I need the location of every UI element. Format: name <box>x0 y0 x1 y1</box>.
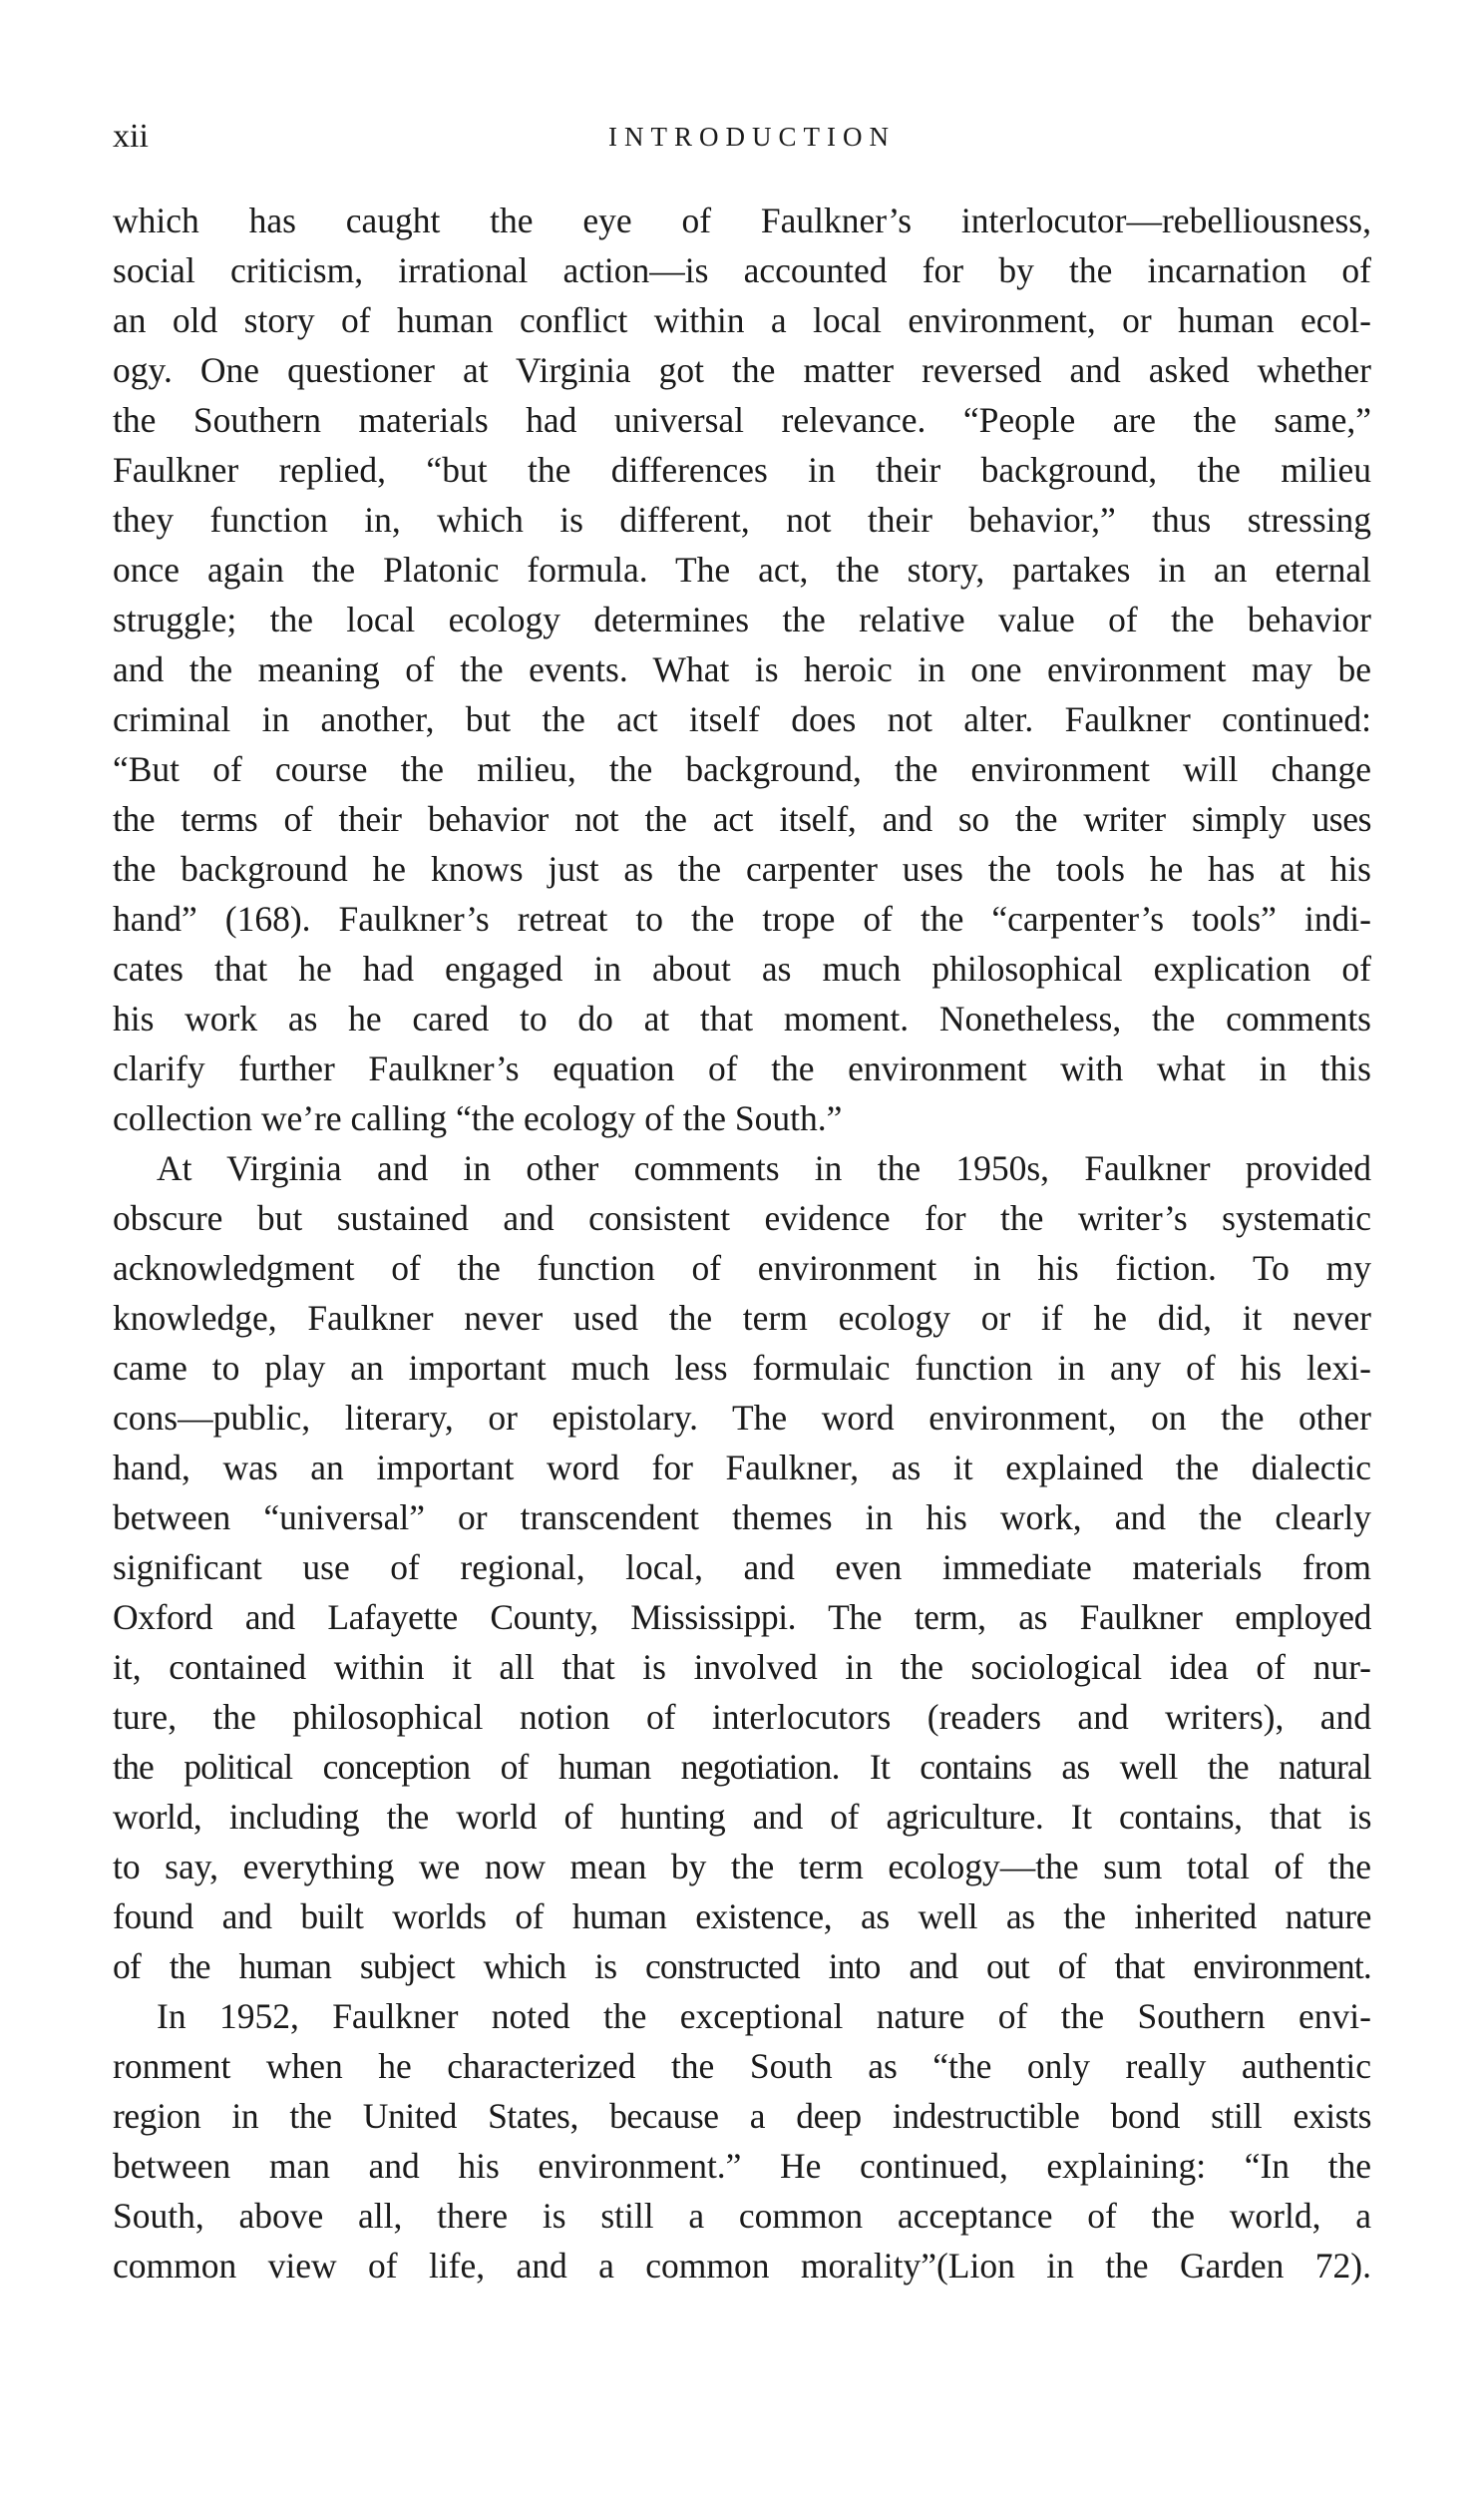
text-line: between “universal” or transcendent themes in his work, and the clearly <box>113 1497 1371 1537</box>
text-line: once again the Platonic formula. The act, the story, partakes in an eternal <box>113 550 1371 590</box>
text-line: ronment when he characterized the South as “the only really authentic <box>113 2046 1371 2086</box>
text-line: region in the United States, because a deep indestructible bond still exists <box>113 2096 1371 2136</box>
text-line: hand” (168). Faulkner’s retreat to the trope of the “carpenter’s tools” indi- <box>113 899 1371 939</box>
text-line: his work as he cared to do at that moment. Nonetheless, the comments <box>113 999 1371 1039</box>
text-line: Oxford and Lafayette County, Mississippi. The term, as Faulkner employed <box>113 1597 1371 1637</box>
text-line: significant use of regional, local, and even immediate materials from <box>113 1547 1371 1587</box>
text-line: which has caught the eye of Faulkner’s interlocutor—rebelliousness, <box>113 201 1371 240</box>
text-line: South, above all, there is still a common acceptance of the world, a <box>113 2196 1371 2236</box>
text-line: social criticism, irrational action—is accounted for by the incarnation of <box>113 250 1371 290</box>
text-line: ogy. One questioner at Virginia got the matter reversed and asked whether <box>113 350 1371 390</box>
text-line: to say, everything we now mean by the term ecology—the sum total of the <box>113 1847 1371 1886</box>
text-line: and the meaning of the events. What is heroic in one environment may be <box>113 649 1371 689</box>
text-line: the political conception of human negotiation. It contains as well the natural <box>113 1747 1371 1787</box>
text-line: collection we’re calling “the ecology of the South.” <box>113 1098 843 1138</box>
text-line: it, contained within it all that is involved in the sociological idea of nur- <box>113 1647 1371 1687</box>
text-line: the background he knows just as the carpenter uses the tools he has at his <box>113 849 1371 889</box>
paragraph-first-line: At Virginia and in other comments in the 1950s, Faulkner provided <box>157 1148 1371 1188</box>
text-line: an old story of human conflict within a local environment, or human ecol- <box>113 300 1371 340</box>
text-line: knowledge, Faulkner never used the term ecology or if he did, it never <box>113 1298 1371 1338</box>
text-line: Faulkner replied, “but the differences in their background, the milieu <box>113 450 1371 490</box>
paragraph-first-line: In 1952, Faulkner noted the exceptional nature of the Southern envi- <box>157 1996 1371 2036</box>
body-text <box>113 196 1371 2290</box>
section-title: INTRODUCTION <box>608 122 896 152</box>
page-number: xii <box>113 118 149 155</box>
text-line: came to play an important much less formulaic function in any of his lexi- <box>113 1348 1371 1388</box>
text-line: ture, the philosophical notion of interlocutors (readers and writers), and <box>113 1697 1371 1737</box>
text-line: cons—public, literary, or epistolary. The word environment, on the other <box>113 1398 1371 1438</box>
text-line: found and built worlds of human existence, as well as the inherited nature <box>113 1896 1371 1936</box>
text-line: obscure but sustained and consistent evidence for the writer’s systematic <box>113 1198 1371 1238</box>
text-line: cates that he had engaged in about as much philosophical explication of <box>113 949 1371 989</box>
text-line: the terms of their behavior not the act itself, and so the writer simply uses <box>113 799 1371 839</box>
running-head <box>113 112 1371 162</box>
text-line: acknowledgment of the function of environment in his fiction. To my <box>113 1248 1371 1288</box>
text-line: of the human subject which is constructed into and out of that environment. <box>113 1946 1371 1986</box>
text-line: world, including the world of hunting and of agriculture. It contains, that is <box>113 1797 1371 1837</box>
text-line: struggle; the local ecology determines the relative value of the behavior <box>113 600 1371 639</box>
text-line: they function in, which is different, not their behavior,” thus stressing <box>113 500 1371 540</box>
text-line: the Southern materials had universal relevance. “People are the same,” <box>113 400 1371 440</box>
text-line: common view of life, and a common morality”(Lion in the Garden 72). <box>113 2246 1371 2286</box>
text-line: “But of course the milieu, the background, the environment will change <box>113 749 1371 789</box>
text-line: hand, was an important word for Faulkner, as it explained the dialectic <box>113 1448 1371 1487</box>
text-line: between man and his environment.” He continued, explaining: “In the <box>113 2146 1371 2186</box>
text-line: clarify further Faulkner’s equation of the environment with what in this <box>113 1048 1371 1088</box>
text-line: criminal in another, but the act itself does not alter. Faulkner continued: <box>113 699 1371 739</box>
